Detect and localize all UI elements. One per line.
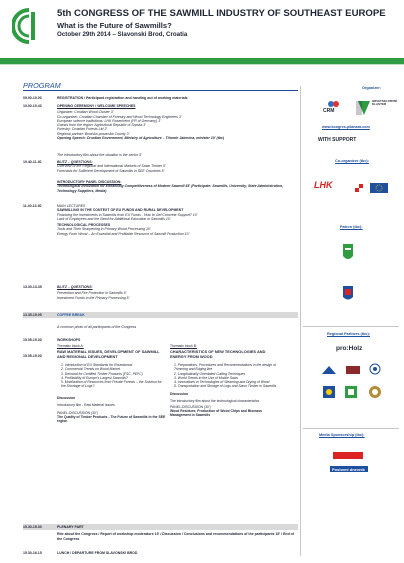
row-time: 13.30-13.35 xyxy=(23,285,42,289)
program-line: Energy From Wood – An Essential and Profitable Resource of Sawmill Production 10' xyxy=(57,231,190,236)
row-time: 09.00-10.00 xyxy=(23,96,42,100)
proholz-logo: pro:Holz xyxy=(336,345,363,352)
poslovni-dnevnik-logo xyxy=(330,466,368,472)
lunch-line: LUNCH / DEPARTURE FROM SLAVONSKI BROD xyxy=(57,551,138,555)
sidebar-divider xyxy=(303,326,399,327)
workshop-b-item: 2. Longitudinally Orientated Cutting Techniques xyxy=(174,371,246,376)
program-line: Prevention and Fire Protection in Sawmills 5' xyxy=(57,291,127,296)
hdk-logo-text: HRVATSKI DRVNI KLASTER xyxy=(372,99,397,107)
workshop-b-item: 1. Preparations, Procedures and Recommendations in the design of Trimming and Edging line xyxy=(174,363,276,372)
coat-of-arms-icon xyxy=(354,180,364,190)
row-time: 15.30-15.30 xyxy=(23,525,42,529)
workshop-b-panel-title: Wood Residues, Production of Wood Chips and Biomass Management in Sawmills xyxy=(170,409,262,418)
row-time: 15.30-16.15 xyxy=(23,551,42,555)
program-line: Rite about the Congress / Report of workshop moderators 15' / Discussion / Conclusions and recommendations of the participants 15' / End of the Congress xyxy=(57,532,294,541)
coffee-break-label: COFFEE BREAK xyxy=(57,313,85,317)
crm-logo xyxy=(323,100,345,114)
eu-flag-icon xyxy=(370,180,388,190)
program-line: Forecasts for Sufficient Development of Sawmills in SEE Countries 5' xyxy=(57,168,165,173)
workshop-b-film: The introductory film about the technological characteristics xyxy=(170,398,260,403)
congress-date-location: October 29th 2014 – Slavonski Brod, Croatia xyxy=(57,31,188,38)
panel-discussion-heading: INTRODUCTORY PANEL DISCUSSION: xyxy=(57,180,122,184)
program-line: Lack of Employees and the Need for Additional Education in Sawmills 10' xyxy=(57,216,171,221)
congress-logo xyxy=(12,8,46,50)
program-line: Co-organizer: Croatian Chamber of Forestry and Wood Technology Engineers 3' xyxy=(57,114,182,119)
program-line: Investment Funds in the Primary Processing 5' xyxy=(57,295,130,300)
workshop-a-item: 1. Introduction of EU Standards for Roundwood xyxy=(61,363,133,368)
patron-emblem-icon xyxy=(342,243,354,263)
program-line: Technological Innovation for Enhancing Competitiveness of Modern Sawmill 45' (Participate: Sawmills, University, State Administration, Technology Suppliers, Media) xyxy=(57,184,284,193)
row-time: 10.40-11.40 xyxy=(23,160,42,164)
program-line: A common photo of all participants of the Congress xyxy=(57,325,137,329)
workshop-a-film: Introductory film - Raw Material Issues xyxy=(57,402,115,407)
opening-ceremony-heading: OPENING CEREMONY / WELCOME SPEECHES xyxy=(57,104,136,108)
program-line: SAWMILLING IN THE CONTEXT OF EU FUNDS AND RURAL DEVELOPMENT xyxy=(57,208,184,213)
workshop-a-panel: PANEL-DISCUSSION (30') xyxy=(57,410,98,415)
workshop-a-item: 2. Commercial Trends on Wood Market xyxy=(61,367,120,372)
row-time: 15.05-15.30 xyxy=(23,338,42,342)
program-heading-rule xyxy=(23,90,298,91)
blitz-heading: BLITZ – QUESTIONS: xyxy=(57,285,93,289)
workshop-a-label: Thematic block A: xyxy=(57,344,84,348)
hdk-logo xyxy=(354,99,398,117)
un-logo-icon xyxy=(369,362,381,374)
workshops-heading: WORKSHOPS xyxy=(57,338,81,342)
workshop-block-b xyxy=(170,344,280,417)
program-line: Overview of the Regional and International Markets of Sawn Timber 5' xyxy=(57,164,166,169)
program-line: European science institutions: LHK Rosenheim (FR of Germany) 3' xyxy=(57,118,161,123)
workshop-b-item: 3. World Trends in the Use of Mobile Saws xyxy=(174,375,239,380)
partner-logo-icon xyxy=(322,385,336,399)
website-link[interactable]: www.kongres-pilanara.com xyxy=(322,125,370,129)
workshop-b-panel: PANEL-DISCUSSION (30') xyxy=(170,404,211,409)
lhk-logo: LHK xyxy=(314,180,333,190)
partner-logo-icon xyxy=(368,385,382,399)
sidebar-divider xyxy=(300,86,301,556)
partner-logo-icon xyxy=(344,385,358,399)
workshop-block-a xyxy=(57,344,167,423)
sidebar-divider xyxy=(303,428,399,429)
crm-logo-text: CRM xyxy=(323,108,335,114)
workshop-a-title: RAW MATERIAL ISSUES, DEVELOPMENT OF SAWMILL AND REGIONAL DEVELOPMENT xyxy=(57,349,160,359)
partner-logo-icon xyxy=(345,362,361,372)
workshop-a-panel-title: The Quality of Timber Products - The Future of Sawmills in the SEE region xyxy=(57,415,166,424)
header-divider-shadow xyxy=(0,64,404,65)
main-lectures-heading: MAIN LECTURES xyxy=(57,204,86,208)
workshop-a-discussion: Discussion xyxy=(57,396,76,401)
program-line: Guests from the region: Agricultural Republic of Srpska 3' xyxy=(57,123,146,128)
workshop-a-item: 3. Demand for Certified Timber Products (FSC, PEFC) xyxy=(61,371,143,376)
workshop-b-item: 4. Innovations in Technologies of Steaming and Drying of Wood xyxy=(174,380,270,385)
row-time: 15.05-15.00 xyxy=(23,354,42,358)
congress-title: 5th CONGRESS OF THE SAWMILL INDUSTRY OF SOUTHEAST EUROPE xyxy=(57,8,386,19)
program-line: The introductory film about the situation is the sector 5' xyxy=(57,153,142,157)
blitz-heading: BLITZ – QUESTIONS: xyxy=(57,160,93,164)
poslovni-dnevnik-logo-text: Poslovni dnevnik xyxy=(332,466,365,472)
program-line: Organizer: Croatian Wood Cluster 3' xyxy=(57,110,114,115)
row-time: 11.40-13.30 xyxy=(23,204,42,208)
media-logo-red xyxy=(333,452,363,459)
workshop-b-title: CHARACTERISTICS OF NEW TECHNOLOGIES AND ENERGY FROM WOOD xyxy=(170,349,266,359)
row-time: 13.35-15.05 xyxy=(23,313,42,317)
program-line: Financing the Investments in Sawmills from EU Funds - How to Get Concrete Support? 10' xyxy=(57,212,198,217)
workshop-a-item: 4. Profitability of Europe's Largest Sawmills? xyxy=(61,375,128,380)
workshop-b-label: Thematic block B: xyxy=(170,344,197,348)
registration-line: REGISTRATION / Participant registration and handing out of working materials xyxy=(57,96,188,100)
program-heading: PROGRAM xyxy=(23,81,61,90)
program-line: Tools and Their Sharpening in Primary Wood Processing 10' xyxy=(57,227,151,232)
partner-logo-icon xyxy=(321,362,337,372)
program-line: Forestry: Croatian Forests Ltd 3' xyxy=(57,127,108,132)
organizer-label: Organizer: xyxy=(362,86,381,90)
row-time: 10.00-10.40 xyxy=(23,104,42,108)
workshop-a-item: 5. Mobilization of Resources from Private Forests – the Solution for the Shortage of Logs? xyxy=(61,380,162,389)
patron-label: Patron (tbc): xyxy=(340,225,363,229)
program-line: TECHNOLOGICAL PROCESSES xyxy=(57,223,111,228)
congress-subtitle: What is the Future of Sawmills? xyxy=(57,21,172,30)
workshop-b-item: 5. Transportation and Storage of Logs and Sawn Timber in Sawmills xyxy=(174,384,277,389)
program-line: Regional partner: Brodsko-posavska County 3' xyxy=(57,131,130,136)
county-shield-icon xyxy=(342,285,354,303)
workshop-b-discussion: Discussion xyxy=(170,392,189,397)
media-sponsorship-label: Media Sponsorship (tbc): xyxy=(319,433,365,437)
regional-partners-label: Regional Partners (tbc): xyxy=(327,332,371,336)
with-support-label: WITH SUPPORT xyxy=(318,137,357,143)
plenary-heading: PLENARY PART xyxy=(57,525,84,529)
program-line: Opening Speech: Croatian Government, Ministry of Agriculture – Tihomir Jakovina, minister 10' (tbc) xyxy=(57,136,225,141)
coorganizer-label: Co-organizer (tbc): xyxy=(335,159,369,163)
